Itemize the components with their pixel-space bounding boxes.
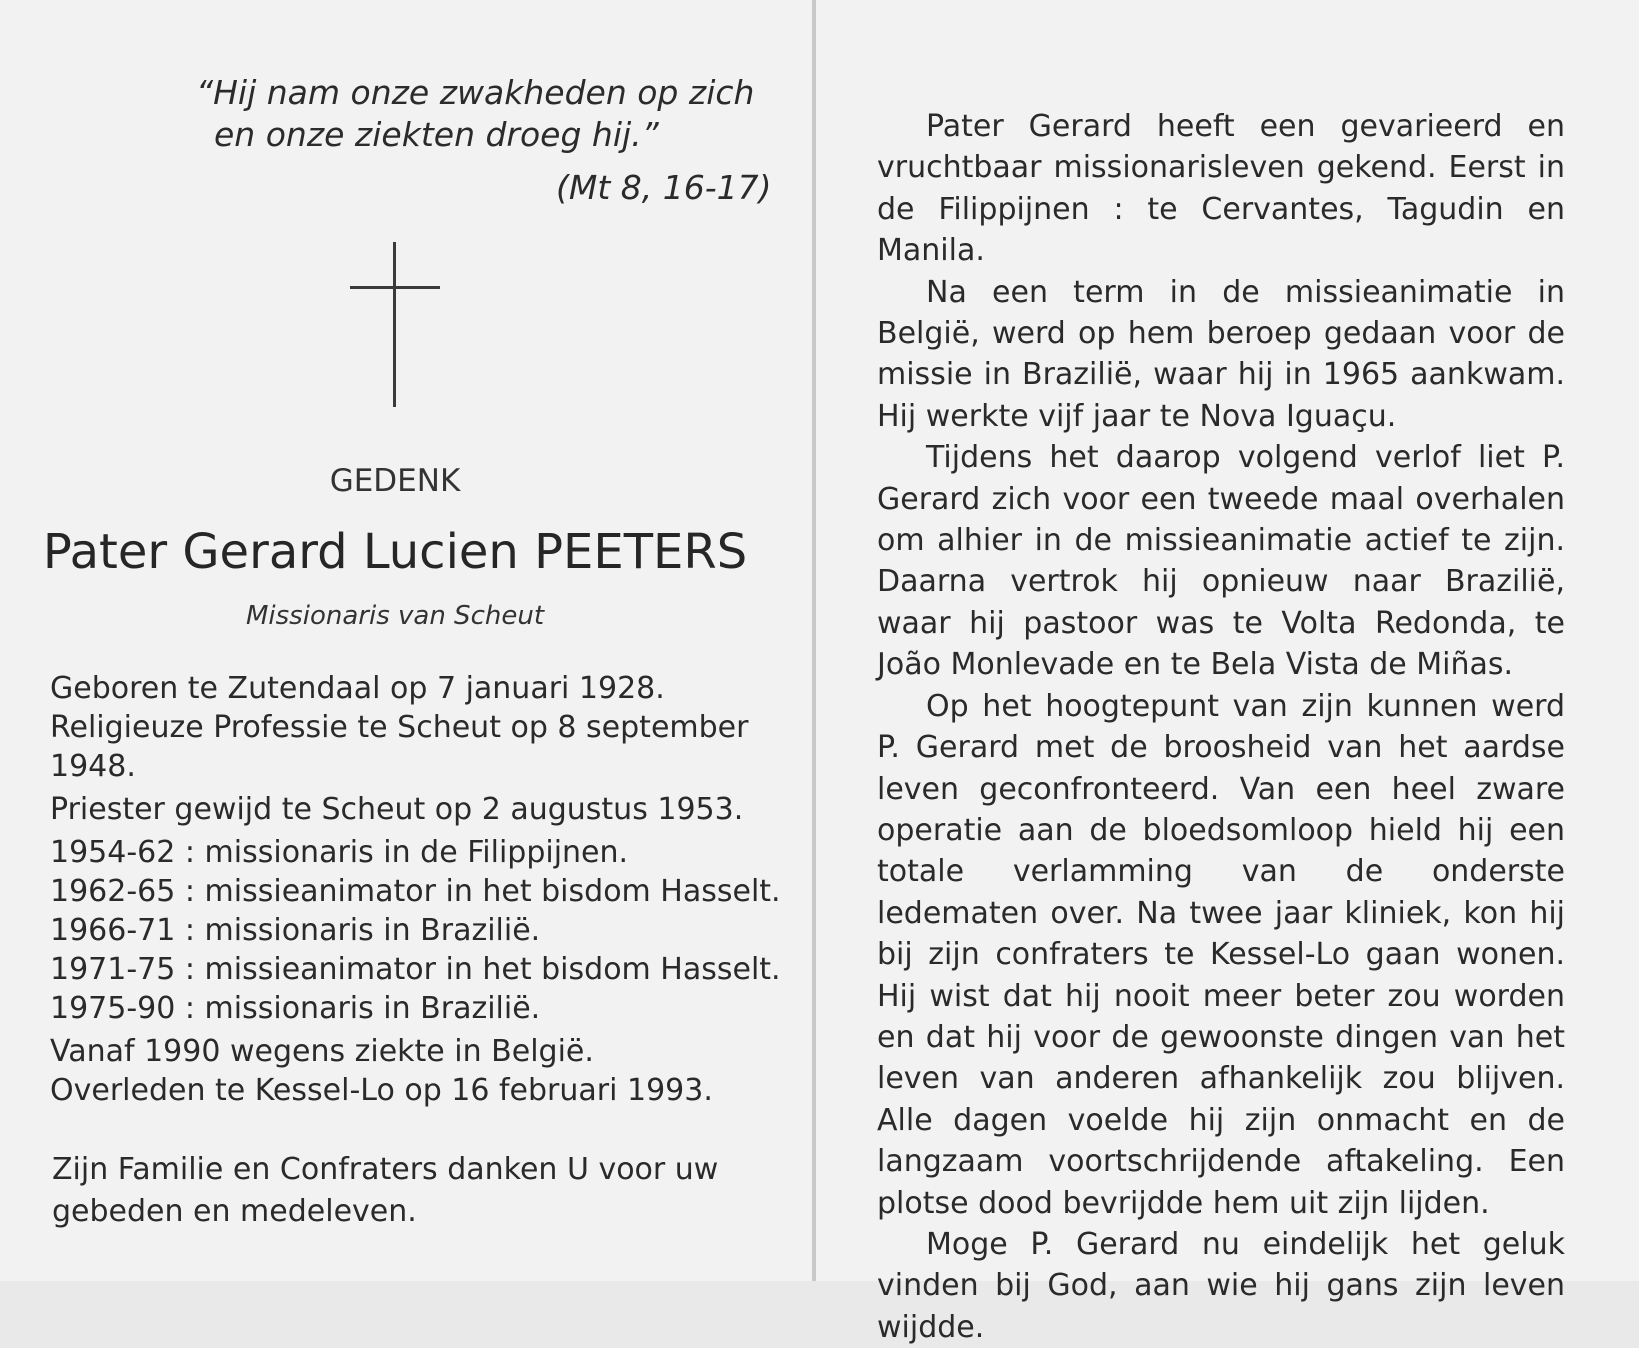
birth-line: Geboren te Zutendaal op 7 januari 1928. bbox=[50, 671, 665, 706]
timeline-row: 1962-65 : missieanimator in het bisdom Hasselt. bbox=[50, 874, 781, 909]
bible-quote bbox=[196, 72, 756, 156]
deceased-subtitle: Missionaris van Scheut bbox=[245, 601, 545, 631]
biography bbox=[50, 669, 781, 1110]
death-line: Overleden te Kessel-Lo op 16 februari 1993. bbox=[50, 1073, 713, 1108]
timeline-period: 1962-65 bbox=[50, 874, 176, 909]
timeline-text: missieanimator in het bisdom Hasselt. bbox=[204, 874, 781, 909]
timeline-text: missionaris in Brazilië. bbox=[204, 913, 541, 948]
gedenk-heading: GEDENK bbox=[329, 463, 461, 499]
timeline-period: 1954-62 bbox=[50, 835, 176, 870]
left-page bbox=[0, 0, 812, 1281]
closing-thanks bbox=[52, 1149, 752, 1233]
story-paragraph: Moge P. Gerard nu eindelijk het geluk vinden bij God, aan wie hij gans zijn leven wijdde. bbox=[877, 1226, 1565, 1345]
timeline-period: 1975-90 bbox=[50, 991, 176, 1026]
timeline-period: 1971-75 bbox=[50, 952, 176, 987]
closing-line-2: gebeden en medeleven. bbox=[52, 1194, 417, 1229]
closing-line-1: Zijn Familie en Confraters danken U voor uw bbox=[52, 1152, 719, 1187]
timeline-period: 1966-71 bbox=[50, 913, 176, 948]
profession-line-1: Religieuze Professie te Scheut op 8 september bbox=[50, 710, 749, 745]
timeline-text: missionaris in de Filippijnen. bbox=[204, 835, 629, 870]
story-paragraph: Tijdens het daarop volgend verlof liet P. Gerard zich voor een tweede maal overhalen om alhier in de missieanimatie actief te zijn. Daarna vertrok hij opnieuw naar Brazilië, waar hij pastoor was te Volta Redonda, te João Monlevade en te Bela Vista de Miñas. bbox=[877, 440, 1565, 683]
timeline-text: missionaris in Brazilië. bbox=[204, 991, 541, 1026]
cross-icon bbox=[350, 242, 440, 407]
deceased-name: Pater Gerard Lucien PEETERS bbox=[42, 524, 748, 580]
quote-line-1: “Hij nam onze zwakheden op zich bbox=[196, 73, 755, 112]
profession-line-2: 1948. bbox=[50, 749, 136, 784]
ordination-line: Priester gewijd te Scheut op 2 augustus 1953. bbox=[50, 792, 744, 827]
illness-line: Vanaf 1990 wegens ziekte in België. bbox=[50, 1034, 594, 1069]
timeline-row: 1975-90 : missionaris in Brazilië. bbox=[50, 991, 541, 1026]
quote-line-2: en onze ziekten droeg hij.” bbox=[214, 115, 659, 154]
story-paragraph: Pater Gerard heeft een gevarieerd en vruchtbaar missionarisleven gekend. Eerst in de Filippijnen : te Cervantes, Tagudin en Manila. bbox=[877, 109, 1565, 269]
story-paragraph: Na een term in de missieanimatie in België, werd op hem beroep gedaan voor de missie in Brazilië, waar hij in 1965 aankwam. Hij werkte vijf jaar te Nova Iguaçu. bbox=[877, 274, 1565, 434]
life-story bbox=[877, 106, 1565, 1348]
timeline-text: missieanimator in het bisdom Hasselt. bbox=[204, 952, 781, 987]
quote-reference: (Mt 8, 16-17) bbox=[556, 168, 772, 207]
timeline-row: 1954-62 : missionaris in de Filippijnen. bbox=[50, 835, 629, 870]
story-paragraph: Op het hoogtepunt van zijn kunnen werd P. Gerard met de broosheid van het aardse leven geconfronteerd. Van een heel zware operatie aan de bloedsomloop hield hij een totale verlamming van de onderste ledematen over. Na twee jaar kliniek, kon hij bij zijn confraters te Kessel-Lo gaan wonen. Hij wist dat hij nooit meer beter zou worden en dat hij voor de gewoonste dingen van het leven van anderen afhankelijk zou blijven. Alle dagen voelde hij zijn onmacht en de langzaam voortschrijdende aftakeling. Een plotse dood bevrijdde hem uit zijn lijden. bbox=[877, 688, 1565, 1221]
timeline-row: 1966-71 : missionaris in Brazilië. bbox=[50, 913, 541, 948]
timeline-row: 1971-75 : missieanimator in het bisdom Hasselt. bbox=[50, 952, 781, 987]
career-timeline bbox=[50, 833, 781, 1028]
